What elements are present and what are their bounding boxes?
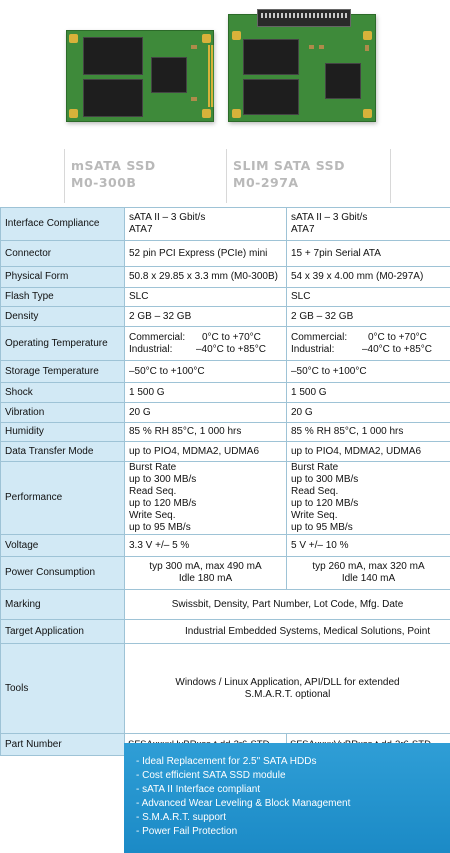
cell-slim: sATA II – 3 Gbit/s ATA7 (287, 208, 450, 241)
table-row (1, 442, 450, 462)
model-header-msata (64, 145, 224, 207)
cell-slim: typ 260 mA, max 320 mA Idle 140 mA (287, 557, 450, 590)
slim-sata-module-image (228, 14, 376, 122)
cell-shared: Swissbit, Density, Part Number, Lot Code, Mfg. Date (125, 590, 450, 620)
cell-slim: Burst Rate up to 300 MB/s Read Seq. up to 120 MB/s Write Seq. up to 95 MB/s (287, 462, 450, 535)
cell-slim: SLC (287, 288, 450, 307)
cell-slim: 2 GB – 32 GB (287, 307, 450, 327)
row-label: Data Transfer Mode (1, 442, 125, 462)
cell-msata: 3.3 V +/– 5 % (125, 535, 287, 557)
row-label: Vibration (1, 403, 125, 423)
msata-module-image (66, 30, 214, 122)
table-row (1, 535, 450, 557)
features-box (124, 743, 450, 853)
model-name: SLIM SATA SSD (233, 158, 346, 173)
table-row (1, 267, 450, 288)
row-label: Connector (1, 241, 125, 267)
row-label: Flash Type (1, 288, 125, 307)
row-label: Density (1, 307, 125, 327)
row-label: Part Number (1, 734, 125, 756)
row-label: Voltage (1, 535, 125, 557)
row-label: Power Consumption (1, 557, 125, 590)
table-row (1, 403, 450, 423)
cell-msata: Burst Rate up to 300 MB/s Read Seq. up to 120 MB/s Write Seq. up to 95 MB/s (125, 462, 287, 535)
cell-slim: 1 500 G (287, 383, 450, 403)
table-row (1, 383, 450, 403)
cell-msata: 85 % RH 85°C, 1 000 hrs (125, 423, 287, 442)
table-row (1, 307, 450, 327)
cell-shared: Windows / Linux Application, API/DLL for extended S.M.A.R.T. optional (125, 644, 450, 734)
feature-item: - Advanced Wear Leveling & Block Management (136, 797, 450, 811)
table-row (1, 620, 450, 644)
row-label: Marking (1, 590, 125, 620)
model-headers (0, 145, 450, 207)
table-row (1, 590, 450, 620)
cell-slim: –50°C to +100°C (287, 361, 450, 383)
row-label: Interface Compliance (1, 208, 125, 241)
feature-item: - sATA II Interface compliant (136, 783, 450, 797)
cell-msata: –50°C to +100°C (125, 361, 287, 383)
feature-item: - Ideal Replacement for 2.5" SATA HDDs (136, 755, 450, 769)
row-label: Humidity (1, 423, 125, 442)
table-row (1, 241, 450, 267)
cell-msata: 20 G (125, 403, 287, 423)
table-row (1, 208, 450, 241)
features-list (124, 743, 450, 839)
cell-msata: Commercial: 0°C to +70°C Industrial: –40°C to +85°C (125, 327, 287, 361)
table-row (1, 462, 450, 535)
cell-slim: 15 + 7pin Serial ATA (287, 241, 450, 267)
table-row (1, 423, 450, 442)
product-photos (0, 0, 450, 145)
feature-item: - Cost efficient SATA SSD module (136, 769, 450, 783)
table-row (1, 557, 450, 590)
table-row (1, 361, 450, 383)
row-label: Storage Temperature (1, 361, 125, 383)
row-label: Target Application (1, 620, 125, 644)
row-label: Performance (1, 462, 125, 535)
cell-msata: sATA II – 3 Gbit/s ATA7 (125, 208, 287, 241)
row-label: Operating Temperature (1, 327, 125, 361)
cell-slim: 5 V +/– 10 % (287, 535, 450, 557)
cell-slim: 85 % RH 85°C, 1 000 hrs (287, 423, 450, 442)
row-label: Shock (1, 383, 125, 403)
cell-slim: Commercial: 0°C to +70°C Industrial: –40°C to +85°C (287, 327, 450, 361)
cell-msata: up to PIO4, MDMA2, UDMA6 (125, 442, 287, 462)
cell-msata: 50.8 x 29.85 x 3.3 mm (M0-300B) (125, 267, 287, 288)
cell-shared: Industrial Embedded Systems, Medical Solutions, Point (125, 620, 450, 644)
cell-msata: SLC (125, 288, 287, 307)
row-label: Tools (1, 644, 125, 734)
cell-slim: up to PIO4, MDMA2, UDMA6 (287, 442, 450, 462)
feature-item: - S.M.A.R.T. support (136, 811, 450, 825)
model-name: mSATA SSD (71, 158, 156, 173)
cell-msata: typ 300 mA, max 490 mA Idle 180 mA (125, 557, 287, 590)
feature-item: - Power Fail Protection (136, 825, 450, 839)
model-number: M0-300B (71, 175, 137, 190)
cell-msata: 52 pin PCI Express (PCIe) mini (125, 241, 287, 267)
table-row (1, 644, 450, 734)
table-row (1, 327, 450, 361)
cell-slim: 20 G (287, 403, 450, 423)
cell-msata: 1 500 G (125, 383, 287, 403)
cell-msata: 2 GB – 32 GB (125, 307, 287, 327)
row-label: Physical Form (1, 267, 125, 288)
cell-slim: 54 x 39 x 4.00 mm (M0-297A) (287, 267, 450, 288)
model-header-slim-sata (226, 145, 450, 207)
model-number: M0-297A (233, 175, 299, 190)
table-row (1, 288, 450, 307)
spec-table (0, 207, 450, 756)
